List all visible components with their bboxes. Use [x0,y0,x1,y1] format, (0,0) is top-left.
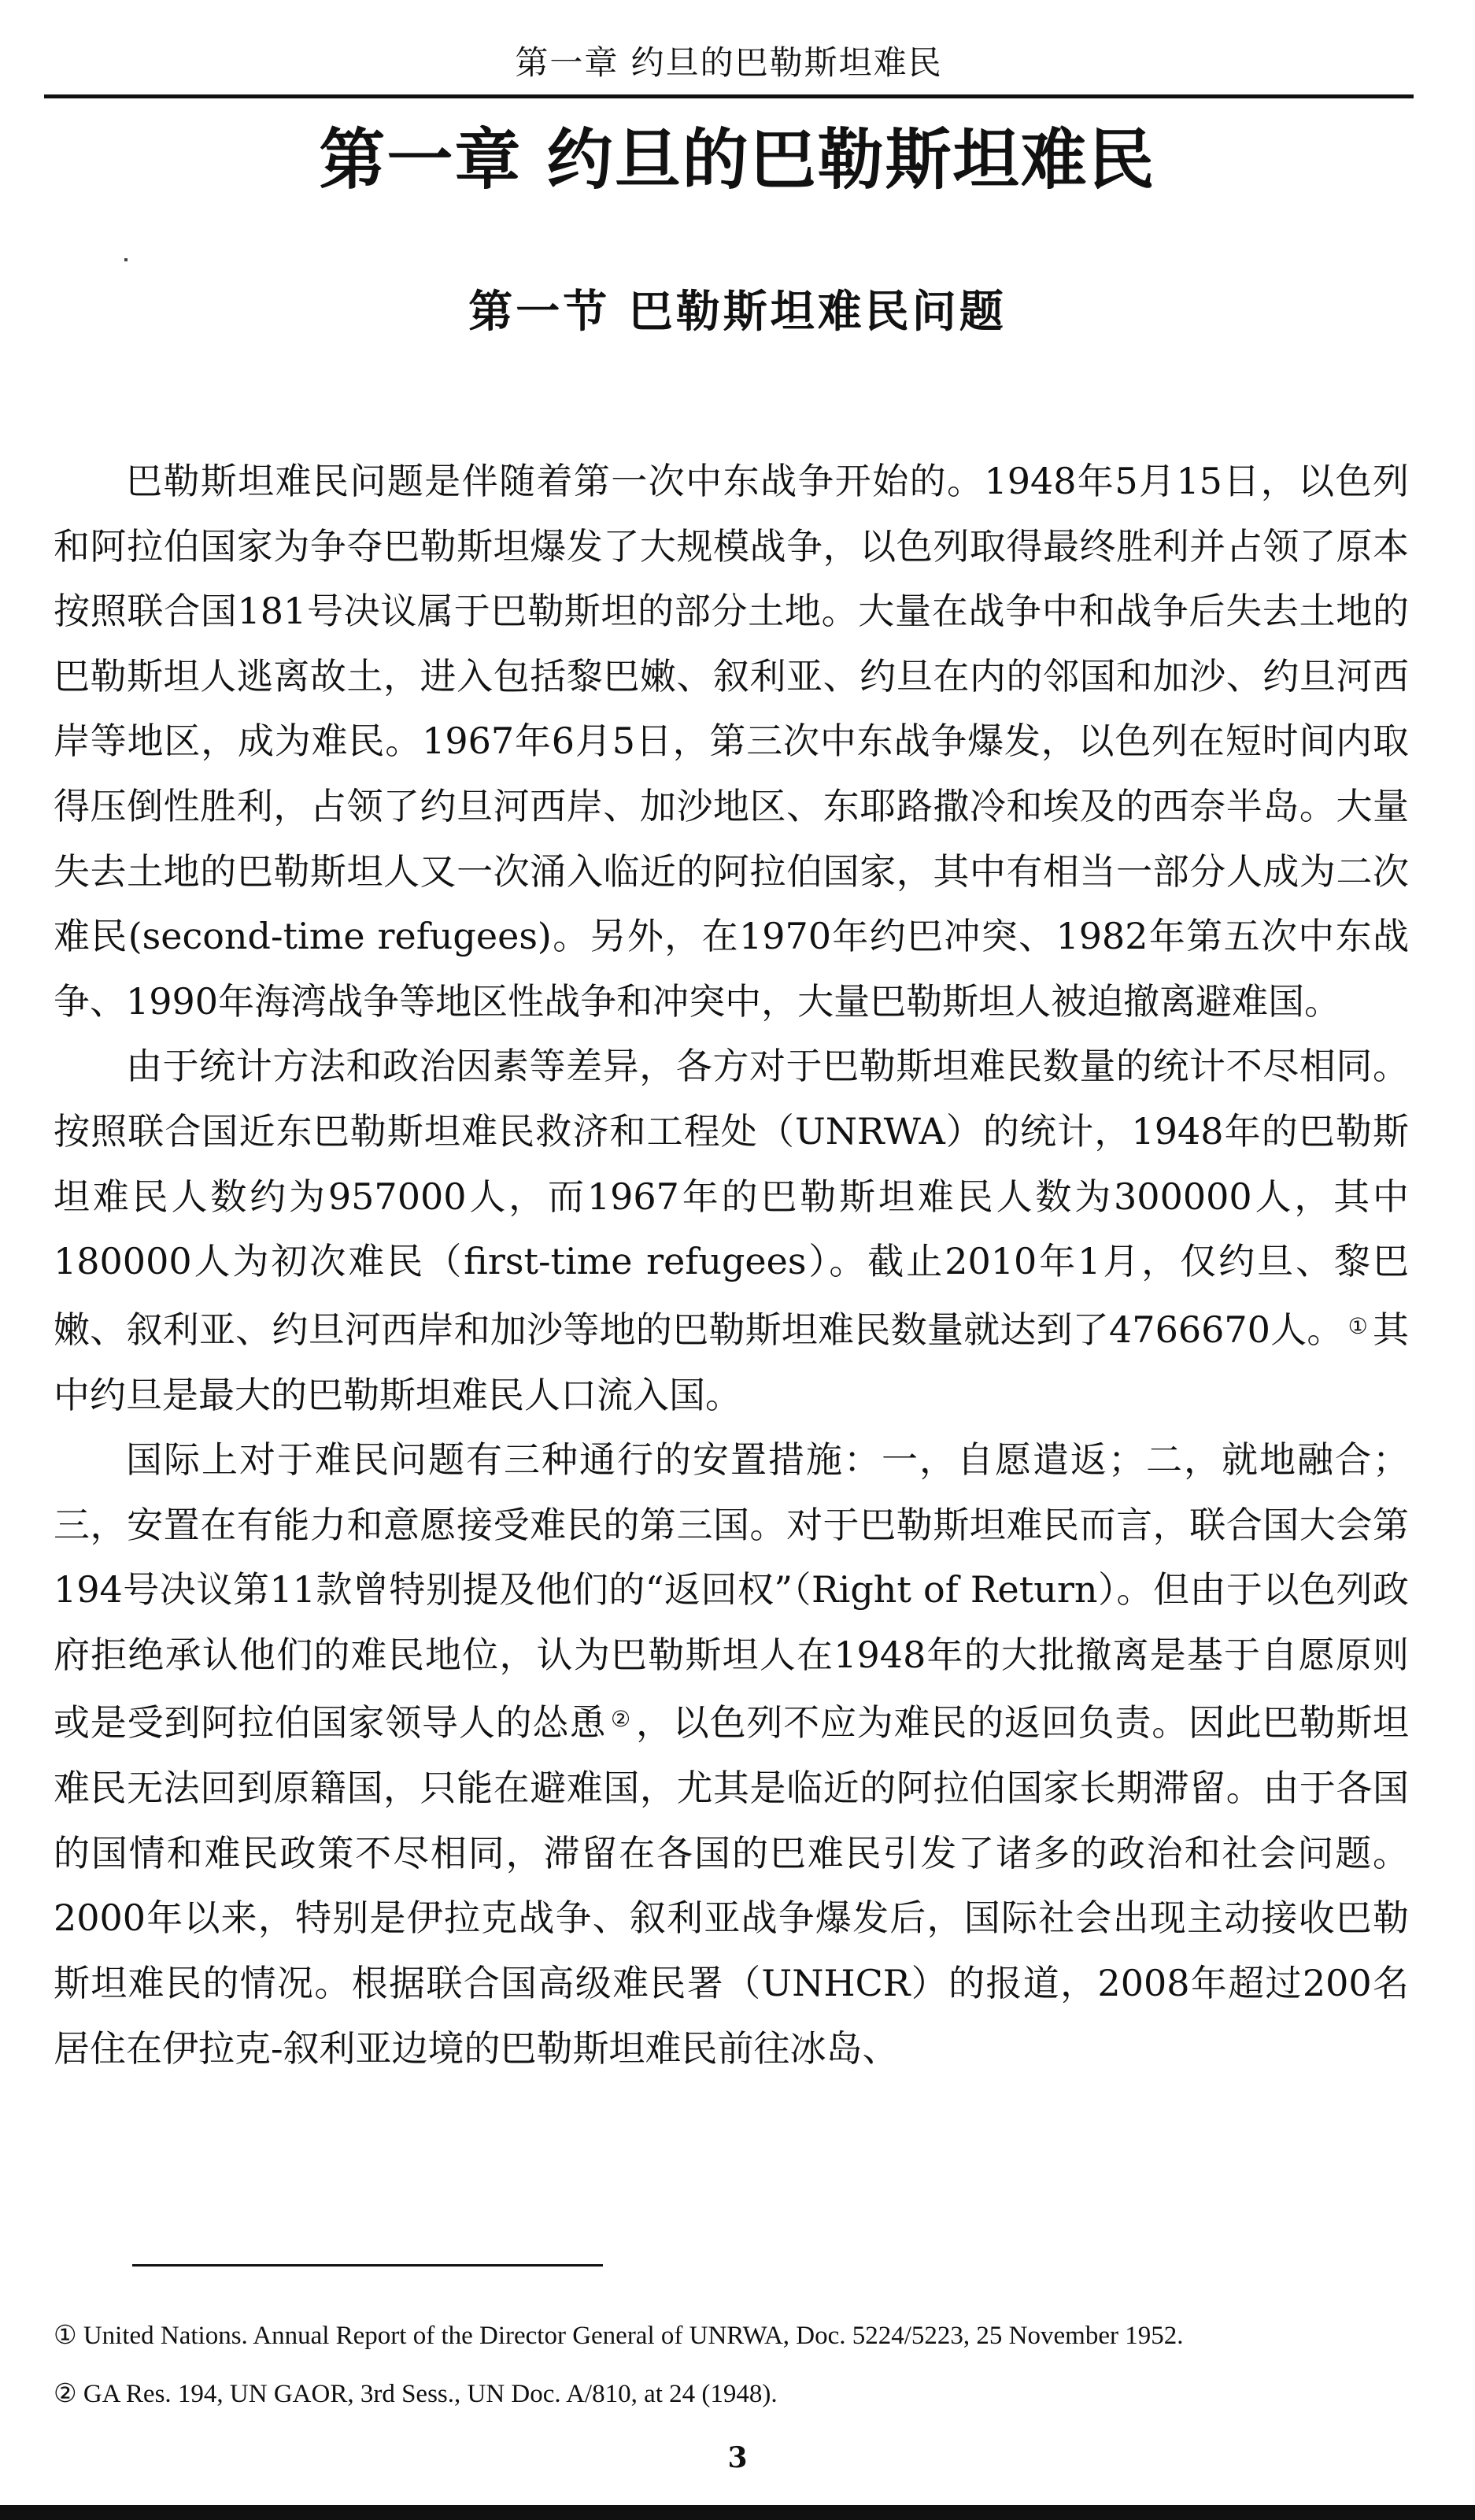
paragraph-3 [54,1427,1409,2081]
paragraph-2-text-a: 由于统计方法和政治因素等差异，各方对于巴勒斯坦难民数量的统计不尽相同。按照联合国近东巴勒斯坦难民救济和工程处（UNRWA）的统计，1948年的巴勒斯坦难民人数约为957000人，而1967年的巴勒斯坦难民人数为300000人，其中180000人为初次难民（first-time refugees）。截止2010年1月，仅约旦、黎巴嫩、叙利亚、约旦河西岸和加沙等地的巴勒斯坦难民数量就达到了4766670人。 [54,1045,1409,1351]
running-head: 第一章 约旦的巴勒斯坦难民 [515,43,943,82]
paragraph-1: 巴勒斯坦难民问题是伴随着第一次中东战争开始的。1948年5月15日，以色列和阿拉伯国家为争夺巴勒斯坦爆发了大规模战争，以色列取得最终胜利并占领了原本按照联合国181号决议属于巴勒斯坦的部分土地。大量在战争中和战争后失去土地的巴勒斯坦人逃离故土，进入包括黎巴嫩、叙利亚、约旦在内的邻国和加沙、约旦河西岸等地区，成为难民。1967年6月5日，第三次中东战争爆发，以色列在短时间内取得压倒性胜利，占领了约旦河西岸、加沙地区、东耶路撒冷和埃及的西奈半岛。大量失去土地的巴勒斯坦人又一次涌入临近的阿拉伯国家，其中有相当一部分人成为二次难民(second-time refugees)。另外，在1970年约巴冲突、1982年第五次中东战争、1990年海湾战争等地区性战争和冲突中，大量巴勒斯坦人被迫撤离避难国。 [54,460,1409,1023]
paragraph-3-text-b: ，以色列不应为难民的返回负责。因此巴勒斯坦难民无法回到原籍国，只能在避难国，尤其是临近的阿拉伯国家长期滞留。由于各国的国情和难民政策不尽相同，滞留在各国的巴难民引发了诸多的政治和社会问题。2000年以来，特别是伊拉克战争、叙利亚战争爆发后，国际社会出现主动接收巴勒斯坦难民的情况。根据联合国高级难民署（UNHCR）的报道，2008年超过200名居住在伊拉克-叙利亚边境的巴勒斯坦难民前往冰岛、 [54,1701,1410,2070]
footnote-2: ② GA Res. 194, UN GAOR, 3rd Sess., UN Doc. A/810, at 24 (1948). [54,2380,778,2408]
paragraph-2 [54,1034,1409,1427]
section-title: 第一节 巴勒斯坦难民问题 [468,286,1007,338]
footnote-ref-1[interactable]: ① [1347,1312,1368,1339]
footnotes [54,2307,1415,2423]
scan-speck [124,258,128,261]
scan-bottom-edge [0,2505,1475,2520]
chapter-title: 第一章 约旦的巴勒斯坦难民 [319,120,1156,198]
footnote-1: ① United Nations. Annual Report of the Director General of UNRWA, Doc. 5224/5223, 25 November 1952. [54,2322,1184,2350]
paragraph-3-text-a: 国际上对于难民问题有三种通行的安置措施：一，自愿遣返；二，就地融合；三，安置在有能力和意愿接受难民的第三国。对于巴勒斯坦难民而言，联合国大会第194号决议第11款曾特别提及他们的“返回权”（Right of Return）。但由于以色列政府拒绝承认他们的难民地位，认为巴勒斯坦人在1948年的大批撤离是基于自愿原则或是受到阿拉伯国家领导人的怂恿 [54,1438,1409,1745]
footnote-separator [132,2264,603,2267]
page-number: 3 [727,2441,748,2474]
body-text [54,449,1409,2081]
paragraph-2-text-b: 其中约旦是最大的巴勒斯坦难民人口流入国。 [54,1308,1409,1416]
running-head-rule [44,94,1414,98]
footnote-ref-2[interactable]: ② [611,1706,631,1733]
